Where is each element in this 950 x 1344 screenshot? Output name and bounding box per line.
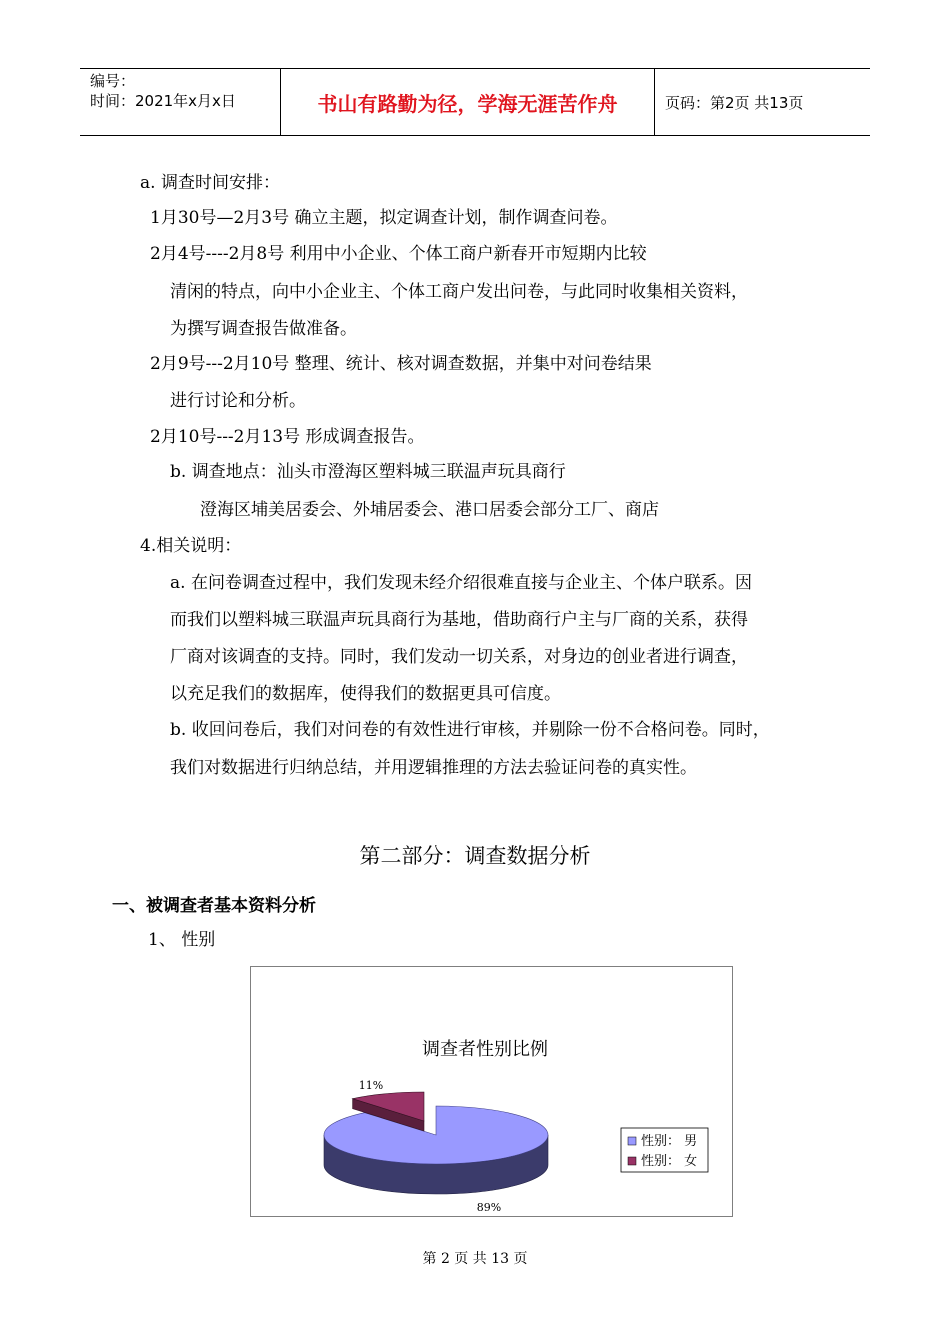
body-line: a. 调查时间安排： (140, 173, 280, 193)
body-line: 2月4号----2月8号 利用中小企业、个体工商户新春开市短期内比较 (150, 244, 647, 264)
pie-slice-male (324, 1106, 548, 1164)
gender-pie-chart (250, 966, 733, 1217)
chart-title: 调查者性别比例 (422, 1039, 548, 1060)
body-line: 4.相关说明： (140, 536, 242, 556)
doc-number-label: 编号： (90, 72, 136, 90)
body-line: b. 调查地点：汕头市澄海区塑料城三联温声玩具商行 (170, 462, 566, 482)
body-line: 为撰写调查报告做准备。 (170, 319, 357, 339)
body-line: 而我们以塑料城三联温声玩具商行为基地，借助商行户主与厂商的关系，获得 (170, 610, 748, 630)
data-label-female: 11% (358, 1079, 384, 1092)
body-line: 厂商对该调查的支持。同时，我们发动一切关系，对身边的创业者进行调查， (170, 647, 748, 667)
legend-swatch-female (628, 1157, 636, 1165)
body-line: b. 收回问卷后，我们对问卷的有效性进行审核，并剔除一份不合格问卷。同时， (170, 720, 770, 740)
body-line: 澄海区埔美居委会、外埔居委会、港口居委会部分工厂、商店 (200, 500, 659, 520)
header-meta (80, 69, 281, 135)
body-line: 1月30号—2月3号 确立主题，拟定调查计划，制作调查问卷。 (150, 208, 618, 228)
body-line: 我们对数据进行归纳总结，并用逻辑推理的方法去验证问卷的真实性。 (170, 758, 697, 778)
legend-label-female: 性别： 女 (641, 1154, 698, 1169)
body-line: 以充足我们的数据库，使得我们的数据更具可信度。 (170, 684, 561, 704)
item-label: 1、 性别 (148, 930, 216, 950)
body-line: a. 在问卷调查过程中，我们发现未经介绍很难直接与企业主、个体户联系。因 (170, 573, 752, 593)
page-footer: 第 2 页 共 13 页 (422, 1251, 528, 1267)
page-header (80, 68, 870, 136)
body-line: 2月10号---2月13号 形成调查报告。 (150, 427, 425, 447)
legend-label-male: 性别： 男 (641, 1134, 698, 1149)
body-line: 2月9号---2月10号 整理、统计、核对调查数据，并集中对问卷结果 (150, 354, 652, 374)
chart-legend (621, 1128, 708, 1172)
doc-time-label: 时间：2021年x月x日 (90, 92, 236, 110)
section-title: 第二部分：调查数据分析 (359, 844, 591, 868)
legend-swatch-male (628, 1137, 636, 1145)
body-line: 清闲的特点，向中小企业主、个体工商户发出问卷，与此同时收集相关资料， (170, 282, 748, 302)
data-label-male: 89% (476, 1201, 502, 1214)
body-line: 进行讨论和分析。 (170, 391, 306, 411)
header-motto: 书山有路勤为径，学海无涯苦作舟 (281, 69, 655, 135)
pie-chart-svg (251, 967, 732, 1216)
header-page-info: 页码：第2页 共13页 (665, 93, 804, 112)
subsection-title: 一、被调查者基本资料分析 (112, 896, 316, 916)
